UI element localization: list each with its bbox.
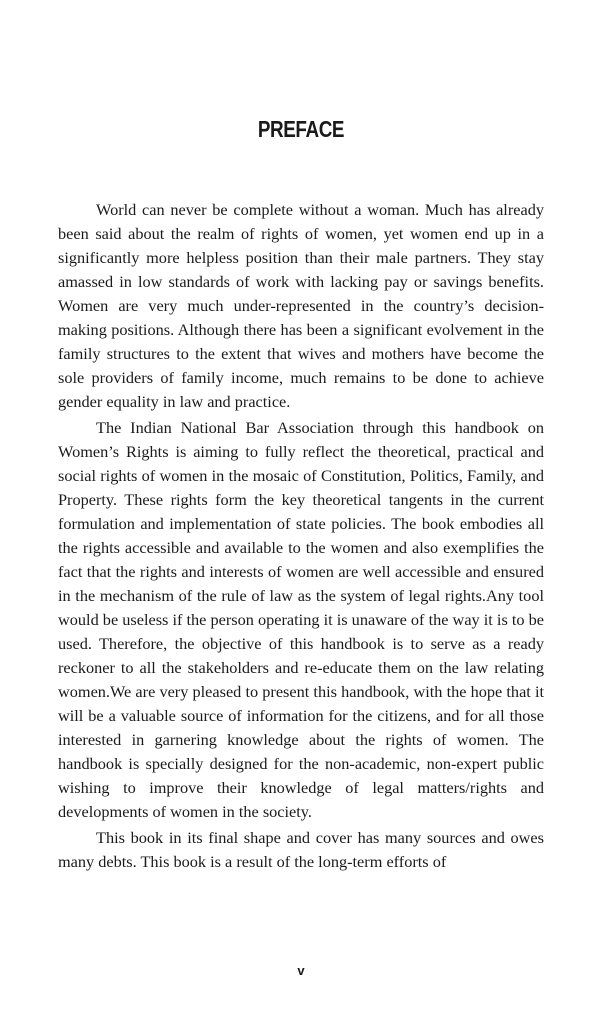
paragraph-2: The Indian National Bar Association through this handbook on Women’s Rights is aiming to fully reflect the theoretical, practical and social rights of women in the mosaic of Constitution, Politics, Family, and Property. These rights form the key theoretical tangents in the current formulation and implementation of state policies. The book embodies all the rights accessible and available to the women and also exemplifies the fact that the rights and interests of women are well accessible and ensured in the mechanism of the rule of law as the system of legal rights.Any tool would be useless if the person operating it is unaware of the way it is to be used. Therefore, the objective of this handbook is to serve as a ready reckoner to all the stakeholders and re-educate them on the law relating women.We are very pleased to present this handbook, with the hope that it will be a valuable source of information for the citizens, and for all those interested in garnering knowledge about the rights of women. The handbook is specially designed for the non-academic, non-expert public wishing to improve their knowledge of legal matters/rights and developments of women in the society. <box>58 418 544 821</box>
paragraph-1: World can never be complete without a woman. Much has already been said about the realm of rights of women, yet women end up in a significantly more helpless position than their male partners. They stay amassed in low standards of work with lacking pay or savings benefits. Women are very much under-represented in the country’s decision-making positions. Although there has been a significant evolvement in the family structures to the extent that wives and mothers have become the sole providers of family income, much remains to be done to achieve gender equality in law and practice. <box>58 200 544 411</box>
page-number: v <box>297 963 305 978</box>
page-title: PREFACE <box>257 116 345 142</box>
paragraph-3: This book in its final shape and cover has many sources and owes many debts. This book is a result of the long-term efforts of <box>58 828 544 871</box>
preface-body <box>58 198 544 876</box>
